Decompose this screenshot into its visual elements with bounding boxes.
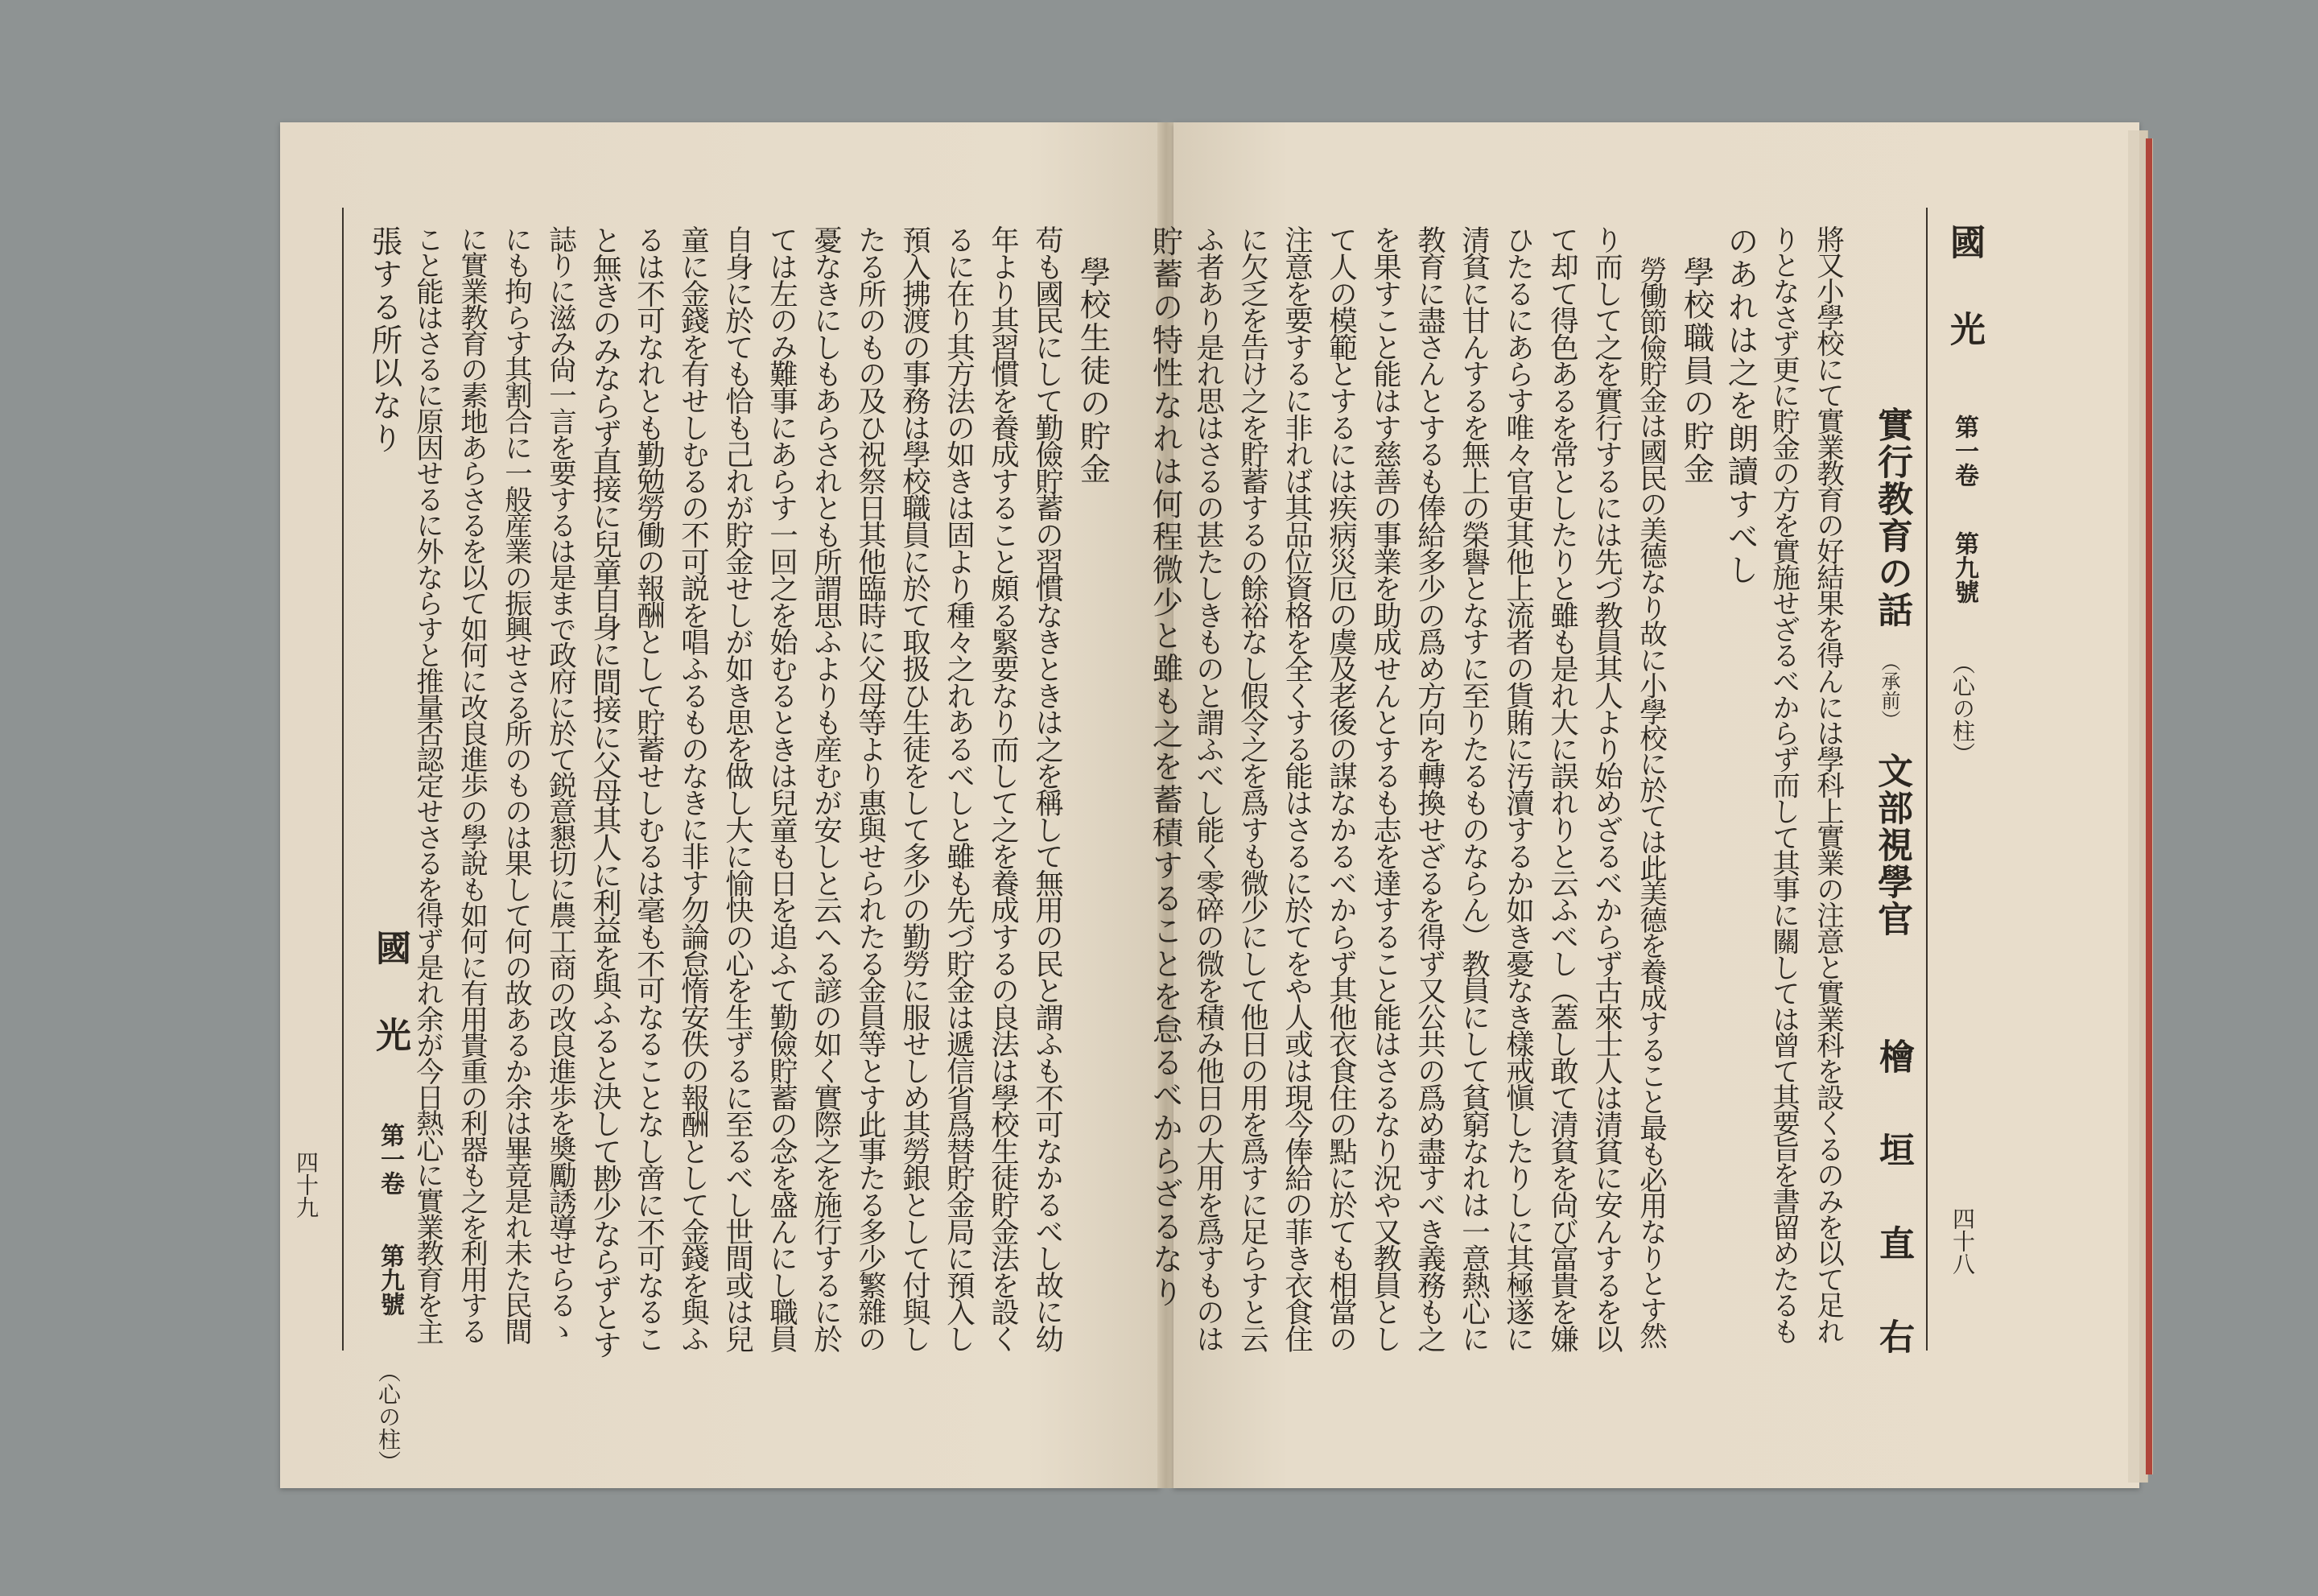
left-page-number: 四十九 xyxy=(293,1151,320,1219)
body-column: 教育に盡さんとするも俸給多少の爲め方向を轉換せざるを得ず又公共の爲め盡すべき義務も之 xyxy=(1413,225,1446,1351)
body-column: 自身に於ても恰も己れが貯金せしが如き思を做し大に愉快の心を生ずるに至るべし世間或は兒 xyxy=(720,225,754,1351)
article-title: 實行教育の話 xyxy=(1871,406,1912,629)
left-footer-issue: 第九號 xyxy=(376,1243,404,1316)
right-header-section: （心の柱） xyxy=(1949,652,1976,765)
body-column: て人の模範とするには疾病災厄の虞及老後の謀なかるべからず其他衣食住の點に於ても相當の xyxy=(1324,225,1358,1351)
left-footer-volume: 第一卷 xyxy=(376,1123,404,1195)
body-column: るは不可なれとも勤勉勞働の報酬として貯蓄せしむるは毫も不可なることなし啻に不可なるこ xyxy=(632,225,666,1351)
body-column: 童に金錢を有せしむるの不可説を唱ふるものなきに非す勿論怠惰安佚の報酬として金錢を與ふ xyxy=(676,225,710,1351)
body-column: たる所のもの及ひ祝祭日其他臨時に父母等より惠與せられたる金員等とす此事たる多少繁雜の xyxy=(853,225,887,1351)
left-footer-rule xyxy=(342,208,344,1351)
section-heading: 學校職員の貯金 xyxy=(1678,256,1715,486)
left-footer-journal: 國 光 xyxy=(369,930,410,1060)
right-header-volume: 第一卷 xyxy=(1950,414,1978,487)
red-page-edge xyxy=(2146,138,2153,1474)
section-heading: 學校生徒の貯金 xyxy=(1074,256,1112,486)
body-column: 年より其習慣を養成すること頗る緊要なり而して之を養成するの良法は學校生徒貯金法を設く xyxy=(986,225,1020,1351)
article-title-note: （承前） xyxy=(1878,652,1900,729)
body-column: に欠乏を告け之を貯蓄するの餘裕なし假令之を爲すも微少にして他日の用を爲すに足らすと云 xyxy=(1235,225,1269,1351)
body-column: 預入拂渡の事務は學校職員に於て取扱ひ生徒をして多少の勤勞に服せしめ其勞銀として付與し xyxy=(897,225,931,1351)
body-column: こと能はさるに原因せるに外ならすと推量否認定せさるを得ず是れ余が今日熱心に實業教育を主 xyxy=(410,225,443,1343)
left-footer-section: （心の柱） xyxy=(375,1360,402,1473)
body-column: 苟も國民にして勤儉貯蓄の習慣なきときは之を稱して無用の民と謂ふも不可なかるべし故に幼 xyxy=(1030,225,1064,1351)
body-column: 將又小學校にて實業教育の好結果を得んには學科上實業の注意と實業科を設くるのみを以て足れ xyxy=(1811,225,1844,1343)
right-page-number: 四十八 xyxy=(1949,1207,1976,1275)
body-column: り而して之を實行するには先づ教員其人より始めざるべからず古來士人は清貧に安んするを以 xyxy=(1590,225,1623,1351)
body-column: るに在り其方法の如きは固より種々之れあるべしと雖も先づ貯金は遞信省爲替貯金局に預入し xyxy=(942,225,975,1351)
body-column: と無きのみならず直接に兒童自身に間接に父母其人に利益を與ふると決して尠少ならずとす xyxy=(588,225,623,1358)
body-column: のあれは之を朗讀すべし xyxy=(1722,225,1759,587)
body-column: ふ者あり是れ思はさるの甚たしきものと謂ふべし能く零碎の微を積み他日の大用を爲すものは xyxy=(1191,225,1225,1351)
body-column: を果すこと能はす慈善の事業を助成せんとするも志を達すること能はさるなり況や又教員とし xyxy=(1368,225,1402,1351)
body-column: て却て得色あるを常としたりと雖も是れ大に誤れりと云ふべし（蓋し敢て清貧を尙び富貴を嫌 xyxy=(1545,225,1579,1351)
right-header-journal: 國 光 xyxy=(1944,224,1985,354)
body-column: 注意を要するに非れば其品位資格を全くする能はさるに於てをや人或は現今俸給の菲き衣食住 xyxy=(1280,225,1314,1351)
body-column: ては左のみ難事にあらす一回之を始むるときは兒童も日を追ふて勤儉貯蓄の念を盛んにし職員 xyxy=(765,225,798,1351)
body-column: にも拘らす其割合に一般産業の振興せさる所のものは果して何の故あるか余は畢竟是れ未た民間 xyxy=(499,225,532,1343)
body-column: 誌りに滋み尙一言を要するは是まで政府に於て鋭意懇切に農工商の改良進歩を奬勵誘導せらるゝ xyxy=(543,225,576,1343)
body-column: 清貧に甘んするを無上の榮譽となすに至りたるものならん）教員にして貧窮なれは一意熱心に xyxy=(1457,225,1491,1351)
right-header-issue: 第九號 xyxy=(1950,531,1978,604)
right-header-rule xyxy=(1926,208,1928,1351)
body-column: 勞働節儉貯金は國民の美德なり故に小學校に於ては此美德を養成すること最も必用なりとす然 xyxy=(1634,256,1667,1348)
body-column: に實業教育の素地あらさるを以て如何に改良進歩の學說も如何に有用貴重の利器も之を利用する xyxy=(455,225,488,1343)
author-title: 文部視學官 xyxy=(1871,753,1912,938)
body-column: ひたるにあらす唯々官吏其他上流者の貨賄に汚瀆するか如き憂なき樣戒愼したりしに其極遂に xyxy=(1501,225,1535,1351)
author-name: 檜 垣 直 右 xyxy=(1873,1038,1914,1365)
page-edge xyxy=(2128,130,2140,1483)
body-column: 張する所以なり xyxy=(366,225,403,456)
body-column: りとなさず更に貯金の方を實施せざるべからず而して其事に關しては曾て其要旨を書留めたるも xyxy=(1767,225,1800,1343)
body-column: 憂なきにしもあらされとも所謂思ふよりも産むが安しと云へる諺の如く實際之を施行するに於 xyxy=(809,225,843,1351)
body-column: 貯蓄の特性なれは何程微少と雖も之を蓄積することを怠るべからざるなり xyxy=(1147,225,1184,1309)
